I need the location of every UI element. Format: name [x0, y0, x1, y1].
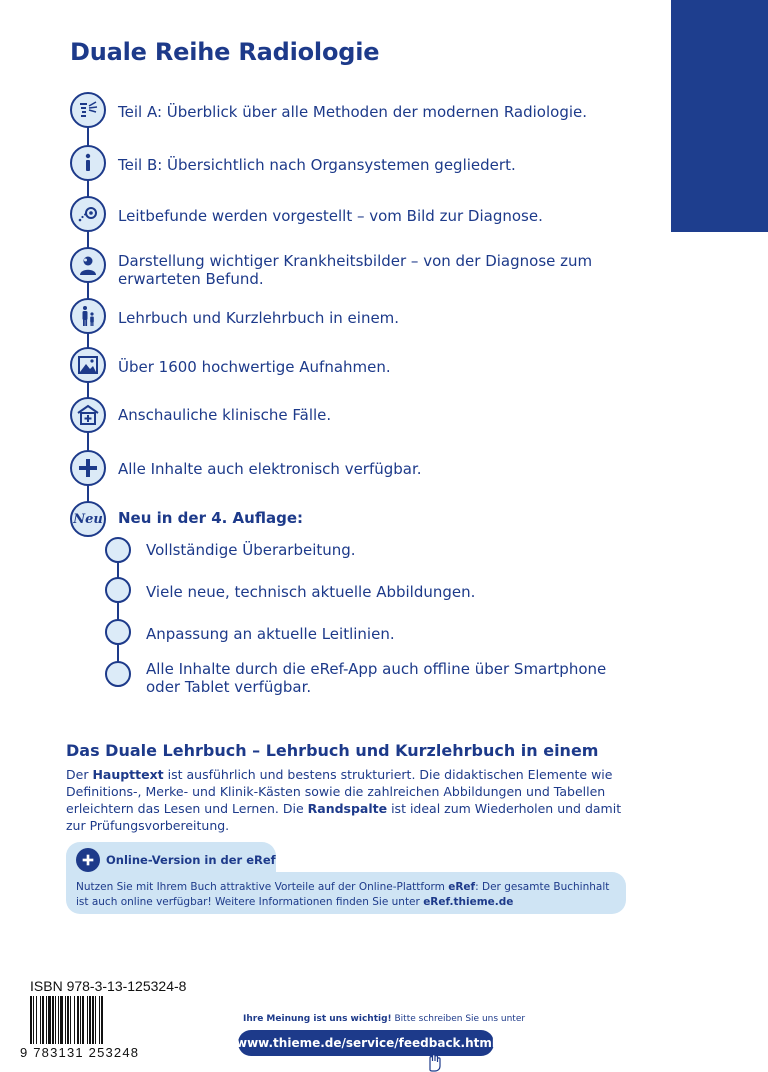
feedback-note-text: Bitte schreiben Sie uns unter [391, 1014, 526, 1024]
new-item-guidelines: Anpassung an aktuelle Leitlinien. [146, 625, 395, 643]
target-icon [70, 196, 106, 232]
plus-icon [70, 450, 106, 486]
barcode [30, 996, 168, 1044]
cover-color-bar [671, 0, 768, 232]
radiation-icon [70, 92, 106, 128]
eref-text-part: : Der gesamte Buchinhalt ist auch online verfügbar! Weitere Informationen finden Sie unter [76, 881, 610, 908]
hospital-icon [70, 397, 106, 433]
feature-disease-patterns: Darstellung wichtiger Krankheitsbilder – von der Diagnose zum erwarteten Befund. [118, 252, 593, 288]
new-item-figures: Viele neue, technisch aktuelle Abbildungen. [146, 583, 476, 601]
new-item-bullet [105, 661, 131, 687]
section-body [66, 766, 626, 834]
barcode-digits: 9 783131 253248 [20, 1045, 140, 1060]
feature-new-edition: Neu in der 4. Auflage: [118, 509, 303, 527]
new-item-bullet [105, 577, 131, 603]
new-item-bullet [105, 619, 131, 645]
feedback-note-bold: Ihre Meinung ist uns wichtig! [243, 1014, 392, 1024]
eref-text-part: Nutzen Sie mit Ihrem Buch attraktive Vorteile auf der Online-Plattform [76, 881, 449, 893]
info-icon [70, 145, 106, 181]
feature-overview-methods: Teil A: Überblick über alle Methoden der modernen Radiologie. [118, 103, 588, 121]
eref-label: Online-Version in der eRef [106, 853, 276, 867]
isbn: ISBN 978-3-13-125324-8 [30, 978, 187, 994]
new-item-bullet [105, 537, 131, 563]
section-text: ist ideal zum Wiederholen und damit zur Prüfungsvorbereitung. [66, 801, 622, 833]
section-text: ist ausführlich und bestens strukturiert. Die didaktischen Elemente wie Definitions-, Merke- und Klinik-Kästen sowie die zahlreichen Abbildungen und Tabellen erleichtern das Lesen und Lernen. Die [66, 767, 613, 816]
eref-plus-icon [76, 848, 100, 872]
eref-text [76, 880, 621, 910]
hand-cursor-icon [424, 1050, 442, 1072]
feature-key-findings: Leitbefunde werden vorgestellt – vom Bild zur Diagnose. [118, 207, 543, 225]
section-title: Das Duale Lehrbuch – Lehrbuch und Kurzlehrbuch in einem [66, 741, 599, 760]
section-bold-haupttext: Haupttext [92, 767, 164, 782]
feedback-note [243, 1014, 525, 1024]
feature-organ-systems: Teil B: Übersichtlich nach Organsystemen gegliedert. [118, 156, 516, 174]
patient-icon [70, 247, 106, 283]
eref-link[interactable]: eRef.thieme.de [423, 896, 514, 908]
feedback-link-button[interactable]: www.thieme.de/service/feedback.html [238, 1030, 494, 1056]
feature-electronic: Alle Inhalte auch elektronisch verfügbar. [118, 460, 422, 478]
feature-textbook-short: Lehrbuch und Kurzlehrbuch in einem. [118, 309, 400, 327]
eref-bold-platform: eRef [448, 881, 476, 893]
section-text: Der [66, 767, 93, 782]
section-bold-randspalte: Randspalte [307, 801, 388, 816]
image-icon [70, 347, 106, 383]
book-title: Duale Reihe Radiologie [70, 38, 380, 66]
people-icon [70, 298, 106, 334]
feature-images-count: Über 1600 hochwertige Aufnahmen. [118, 358, 391, 376]
new-item-revision: Vollständige Überarbeitung. [146, 541, 356, 559]
new-item-eref-app: Alle Inhalte durch die eRef-App auch offline über Smartphone oder Tablet verfügbar. [146, 660, 607, 696]
neu-icon: Neu [70, 501, 106, 537]
feature-clinical-cases: Anschauliche klinische Fälle. [118, 406, 332, 424]
